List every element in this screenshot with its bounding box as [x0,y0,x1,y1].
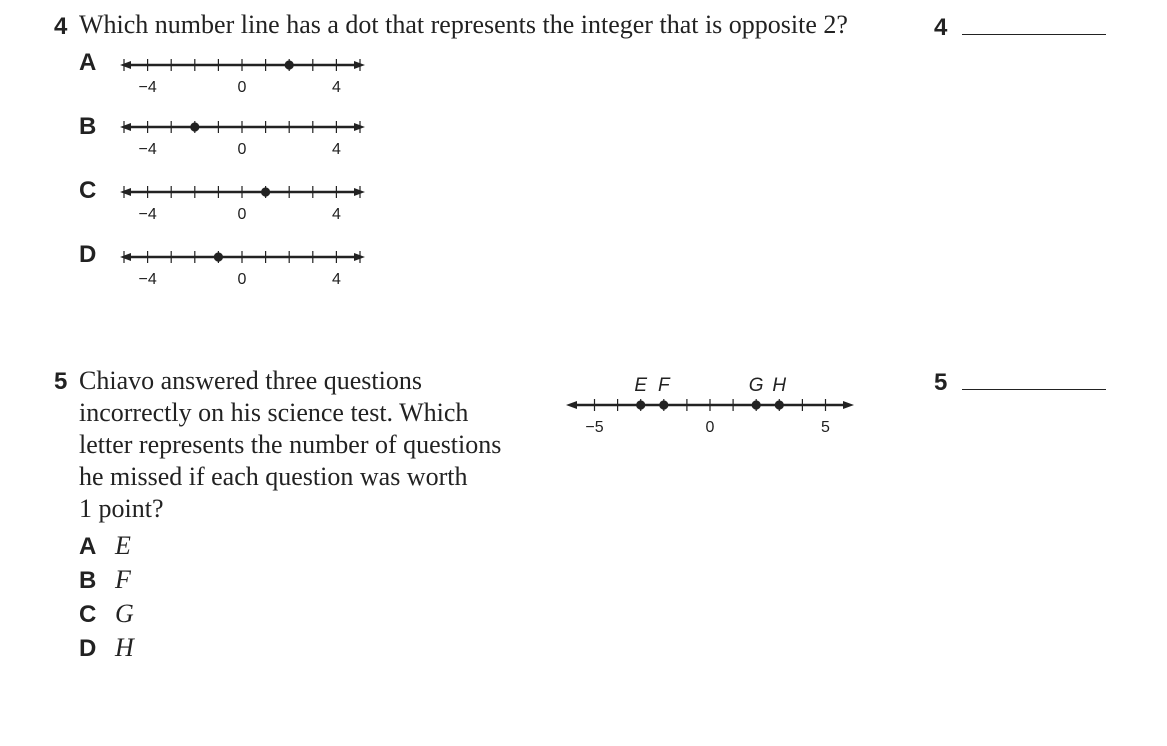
q4-choice-a-letter[interactable]: A [79,49,97,76]
q4-choice-b-letter[interactable]: B [79,113,97,140]
q4-choice-a-number-line [115,46,375,96]
q4-choice-c-number-line [115,173,375,223]
point-dot [659,400,668,409]
left-arrow-icon [120,123,131,131]
answer-4-number: 4 [934,14,948,41]
tick-label: −4 [138,206,157,223]
q5-choice-a-text[interactable]: E [115,531,131,560]
q5-choice-d-text[interactable]: H [115,633,134,662]
q5-choice-b-text[interactable]: F [115,565,131,594]
q5-choice-a-letter[interactable]: A [79,533,97,560]
tick-label: 0 [237,206,247,223]
point-label-g: G [748,375,764,396]
q4-choice-d-number-line [115,238,375,288]
question-4-number: 4 [54,13,68,40]
tick-label: 0 [705,419,715,436]
question-4-text: Which number line has a dot that represents the integer that is opposite 2? [79,10,848,39]
question-5-text [79,365,501,525]
right-arrow-icon [843,401,854,409]
tick-label: −4 [138,271,157,288]
point-label-e: E [634,375,648,396]
q5-choice-b-letter[interactable]: B [79,567,97,594]
question-5-number: 5 [54,368,68,395]
question-5-text-line-3: letter represents the number of questions [79,430,502,459]
left-arrow-icon [566,401,577,409]
q5-number-line [562,370,862,440]
left-arrow-icon [120,188,131,196]
q4-choice-d-letter[interactable]: D [79,241,97,268]
tick-label: 5 [821,419,830,436]
left-arrow-icon [120,61,131,69]
left-arrow-icon [120,253,131,261]
tick-label: −4 [138,79,157,96]
tick-label: 0 [237,141,247,158]
question-5-text-line-5: 1 point? [79,494,164,523]
tick-label: 0 [237,271,247,288]
tick-label: −4 [138,141,157,158]
tick-label: 4 [331,206,341,223]
answer-4-blank[interactable] [962,34,1106,35]
tick-label: 0 [237,79,247,96]
answer-5-blank[interactable] [962,389,1106,390]
answer-5-number: 5 [934,369,948,396]
point-dot [636,400,645,409]
q5-choice-c-text[interactable]: G [115,599,134,628]
q4-choice-b-number-line [115,108,375,158]
question-5-text-line-2: incorrectly on his science test. Which [79,398,469,427]
tick-label: 4 [331,79,341,96]
point-dot [285,60,294,69]
question-5-text-line-4: he missed if each question was worth [79,462,468,491]
point-dot [190,122,199,131]
point-dot [752,400,761,409]
question-5-text-line-1: Chiavo answered three questions [79,366,422,395]
tick-label: 4 [331,271,341,288]
point-label-f: F [657,375,670,396]
q5-choice-d-letter[interactable]: D [79,635,97,662]
point-dot [775,400,784,409]
tick-label: −5 [585,419,604,436]
point-label-h: H [772,375,787,396]
point-dot [261,187,270,196]
q4-choice-c-letter[interactable]: C [79,177,97,204]
tick-label: 4 [331,141,341,158]
point-dot [214,252,223,261]
q5-choice-c-letter[interactable]: C [79,601,97,628]
